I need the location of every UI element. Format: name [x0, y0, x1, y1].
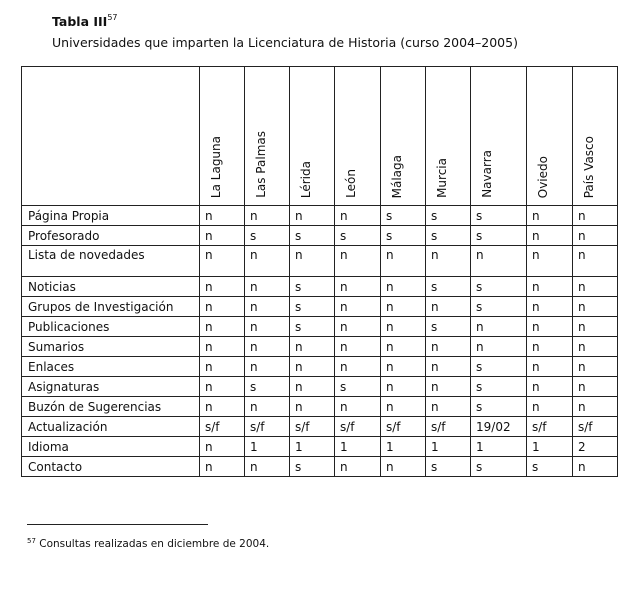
table-cell: 1 — [245, 437, 290, 457]
column-header — [335, 67, 381, 206]
table-cell: n — [200, 437, 245, 457]
table-cell: n — [335, 357, 381, 377]
row-label: Lista de novedades — [22, 246, 200, 277]
table-cell: 1 — [290, 437, 335, 457]
footnote — [27, 538, 269, 550]
table-cell: n — [381, 357, 426, 377]
table-cell: n — [200, 377, 245, 397]
table-cell: n — [527, 377, 573, 397]
table-cell: n — [573, 397, 618, 417]
table-cell: n — [381, 397, 426, 417]
table-cell: n — [290, 337, 335, 357]
table-cell: s — [290, 226, 335, 246]
column-header-label: Navarra — [480, 150, 494, 198]
table-cell: n — [471, 246, 527, 277]
table-row — [22, 226, 618, 246]
table-cell: n — [471, 337, 527, 357]
table-cell: n — [335, 206, 381, 226]
table-cell: s/f — [335, 417, 381, 437]
table-row — [22, 397, 618, 417]
table-cell: n — [426, 357, 471, 377]
table-cell: n — [245, 337, 290, 357]
table-cell: 1 — [426, 437, 471, 457]
table-cell: n — [426, 397, 471, 417]
column-header — [527, 67, 573, 206]
table-cell: n — [245, 206, 290, 226]
table-cell: n — [381, 317, 426, 337]
caption-note-ref: 57 — [107, 13, 118, 22]
table-row — [22, 206, 618, 226]
table-row — [22, 437, 618, 457]
table-cell: s — [381, 206, 426, 226]
table-cell: n — [245, 277, 290, 297]
table-cell: s — [426, 277, 471, 297]
table-cell: s/f — [290, 417, 335, 437]
table-cell: s — [471, 397, 527, 417]
table-cell: n — [527, 277, 573, 297]
table-cell: n — [200, 297, 245, 317]
table-cell: n — [200, 317, 245, 337]
table-cell: s — [527, 457, 573, 477]
column-header-label: País Vasco — [582, 135, 596, 198]
table-cell: n — [200, 226, 245, 246]
table-cell: n — [527, 317, 573, 337]
table-caption-subtitle: Universidades que imparten la Licenciatura de Historia (curso 2004–2005) — [52, 35, 518, 50]
table-cell: n — [200, 277, 245, 297]
table-row — [22, 277, 618, 297]
table-cell: n — [245, 357, 290, 377]
table-cell: n — [335, 277, 381, 297]
table-cell: n — [335, 246, 381, 277]
table-cell: n — [335, 297, 381, 317]
table-cell: s/f — [200, 417, 245, 437]
table-cell: s/f — [381, 417, 426, 437]
row-label: Idioma — [22, 437, 200, 457]
table-row — [22, 297, 618, 317]
row-label: Publicaciones — [22, 317, 200, 337]
table-cell: s — [290, 457, 335, 477]
table-cell: s — [426, 457, 471, 477]
row-label: Página Propia — [22, 206, 200, 226]
table-cell: s — [471, 226, 527, 246]
table-cell: n — [527, 246, 573, 277]
row-label: Noticias — [22, 277, 200, 297]
table-cell: 2 — [573, 437, 618, 457]
table-cell: s — [381, 226, 426, 246]
table-row — [22, 457, 618, 477]
table-cell: n — [290, 206, 335, 226]
column-header-label: León — [344, 169, 358, 198]
column-header — [471, 67, 527, 206]
table-cell: n — [335, 457, 381, 477]
row-label: Actualización — [22, 417, 200, 437]
table-cell: n — [245, 397, 290, 417]
table-cell: n — [573, 277, 618, 297]
table-cell: 1 — [471, 437, 527, 457]
table-cell: n — [527, 397, 573, 417]
table-cell: n — [200, 457, 245, 477]
table-cell: s — [335, 226, 381, 246]
row-label: Enlaces — [22, 357, 200, 377]
table-cell: n — [527, 357, 573, 377]
column-header-label: Oviedo — [536, 155, 550, 198]
table-cell: s — [471, 457, 527, 477]
table-cell: s — [290, 317, 335, 337]
column-header-label: Lérida — [299, 160, 313, 198]
table-cell: n — [335, 317, 381, 337]
table-cell: s — [290, 297, 335, 317]
table-cell: s — [471, 277, 527, 297]
table-cell: n — [527, 297, 573, 317]
table-cell: n — [200, 397, 245, 417]
table-cell: n — [527, 206, 573, 226]
table-cell: s — [426, 317, 471, 337]
table-cell: s — [471, 297, 527, 317]
table-caption-title — [52, 14, 118, 29]
table-cell: s/f — [426, 417, 471, 437]
table-row — [22, 357, 618, 377]
row-label: Grupos de Investigación — [22, 297, 200, 317]
table-cell: n — [200, 246, 245, 277]
table-cell: s — [426, 206, 471, 226]
table-cell: n — [426, 377, 471, 397]
table-cell: n — [381, 277, 426, 297]
table-cell: n — [381, 297, 426, 317]
table-cell: s — [245, 226, 290, 246]
table-header-row — [22, 67, 618, 206]
table-cell: n — [381, 246, 426, 277]
table-cell: n — [573, 246, 618, 277]
table-cell: n — [573, 317, 618, 337]
column-header — [573, 67, 618, 206]
table-cell: s — [471, 357, 527, 377]
universities-table — [21, 66, 618, 477]
table-cell: n — [290, 397, 335, 417]
table-cell: 1 — [527, 437, 573, 457]
table-cell: s/f — [245, 417, 290, 437]
table-cell: n — [426, 337, 471, 357]
table-cell: n — [200, 357, 245, 377]
column-header — [245, 67, 290, 206]
table-cell: s — [290, 277, 335, 297]
table-cell: s — [426, 226, 471, 246]
table-cell: n — [527, 226, 573, 246]
column-header — [290, 67, 335, 206]
table-row — [22, 246, 618, 277]
row-label: Contacto — [22, 457, 200, 477]
column-header-label: Las Palmas — [254, 131, 268, 198]
table-cell: s — [471, 377, 527, 397]
row-label: Profesorado — [22, 226, 200, 246]
table-cell: n — [573, 357, 618, 377]
table-cell: s/f — [527, 417, 573, 437]
table-cell: n — [245, 246, 290, 277]
table-cell: n — [426, 297, 471, 317]
table-cell: n — [290, 357, 335, 377]
table-cell: n — [573, 206, 618, 226]
table-cell: n — [426, 246, 471, 277]
table-row — [22, 377, 618, 397]
row-label: Sumarios — [22, 337, 200, 357]
table-cell: n — [573, 337, 618, 357]
table-cell: n — [200, 337, 245, 357]
column-header-label: La Laguna — [209, 135, 223, 198]
table-cell: n — [381, 337, 426, 357]
column-header — [381, 67, 426, 206]
table-cell: n — [381, 377, 426, 397]
table-row — [22, 317, 618, 337]
table-cell: n — [290, 377, 335, 397]
table-cell: n — [335, 397, 381, 417]
table-cell: n — [573, 377, 618, 397]
table-cell: s — [335, 377, 381, 397]
table-cell: s — [245, 377, 290, 397]
table-row — [22, 417, 618, 437]
table-cell: s/f — [573, 417, 618, 437]
table-cell: n — [527, 337, 573, 357]
table-cell: n — [200, 206, 245, 226]
table-cell: n — [573, 297, 618, 317]
table-cell: n — [573, 457, 618, 477]
column-header — [426, 67, 471, 206]
table-cell: n — [245, 457, 290, 477]
table-cell: n — [335, 337, 381, 357]
table-cell: n — [245, 317, 290, 337]
table-cell: 19/02 — [471, 417, 527, 437]
caption-title-text: Tabla III — [52, 14, 108, 29]
corner-cell — [22, 67, 200, 206]
table-cell: n — [290, 246, 335, 277]
row-label: Buzón de Sugerencias — [22, 397, 200, 417]
table-cell: n — [471, 317, 527, 337]
footnote-separator — [27, 524, 208, 525]
footnote-ref: 57 — [27, 537, 36, 545]
column-header — [200, 67, 245, 206]
table-cell: n — [245, 297, 290, 317]
column-header-label: Murcia — [435, 158, 449, 198]
table-row — [22, 337, 618, 357]
column-header-label: Málaga — [390, 154, 404, 198]
table-cell: n — [381, 457, 426, 477]
table-body — [22, 206, 618, 477]
footnote-text: Consultas realizadas en diciembre de 2004. — [39, 538, 270, 550]
table-cell: n — [573, 226, 618, 246]
row-label: Asignaturas — [22, 377, 200, 397]
table-cell: s — [471, 206, 527, 226]
table-cell: 1 — [335, 437, 381, 457]
table-cell: 1 — [381, 437, 426, 457]
